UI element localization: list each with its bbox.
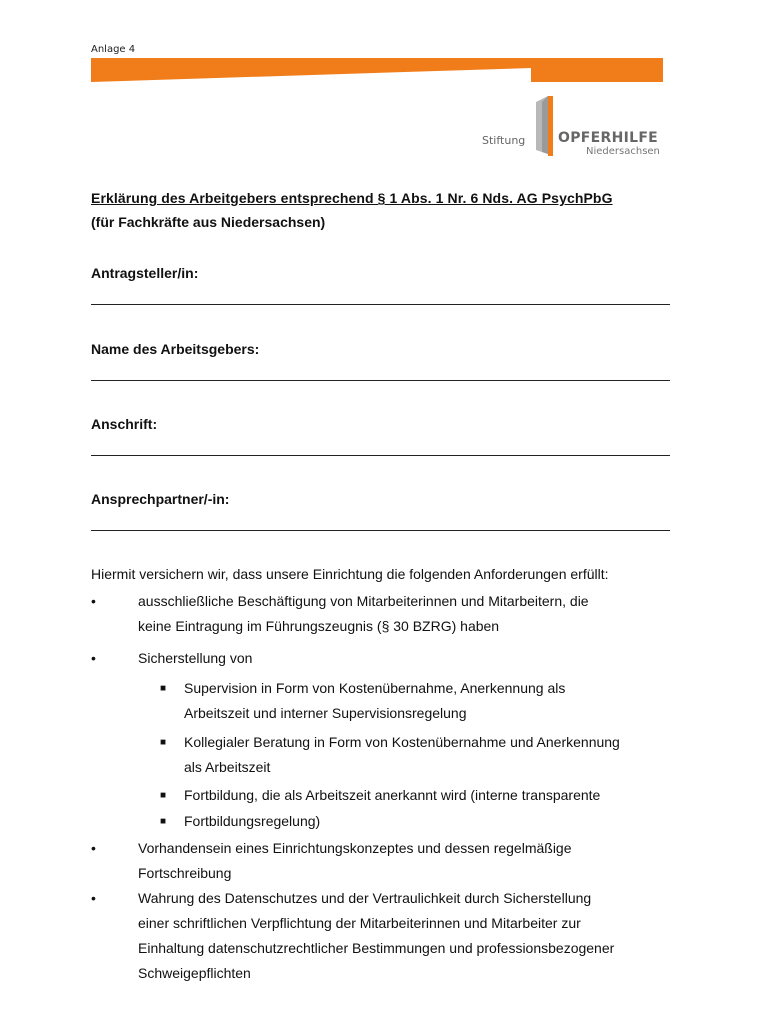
header-accent-bar bbox=[91, 58, 663, 82]
sub-requirement-line: Supervision in Form von Kostenübernahme, Anerkennung als bbox=[184, 680, 566, 696]
bullet-icon: • bbox=[91, 890, 96, 906]
field-input-line[interactable] bbox=[91, 304, 670, 305]
sub-requirement-line: als Arbeitszeit bbox=[184, 759, 271, 775]
requirement-line: Wahrung des Datenschutzes und der Vertraulichkeit durch Sicherstellung bbox=[138, 890, 592, 906]
sub-bullet-icon: ■ bbox=[160, 683, 167, 694]
sub-requirement-line: Kollegialer Beratung in Form von Kostenübernahme und Anerkennung bbox=[184, 734, 620, 750]
requirement-line: Vorhandensein eines Einrichtungskonzeptes und dessen regelmäßige bbox=[138, 840, 572, 856]
field-label: Antragsteller/in: bbox=[91, 265, 199, 281]
field-input-line[interactable] bbox=[91, 455, 670, 456]
sub-requirement-line: Fortbildungsregelung) bbox=[184, 813, 321, 829]
field-label: Anschrift: bbox=[91, 416, 158, 432]
field-input-line[interactable] bbox=[91, 530, 670, 531]
requirement-line: Sicherstellung von bbox=[138, 650, 253, 666]
bullet-icon: • bbox=[91, 650, 96, 666]
bullet-icon: • bbox=[91, 593, 96, 609]
sub-bullet-icon: ■ bbox=[160, 816, 167, 827]
attachment-label: Anlage 4 bbox=[91, 44, 136, 55]
field-label: Name des Arbeitsgebers: bbox=[91, 341, 260, 357]
bullet-icon: • bbox=[91, 840, 96, 856]
requirement-line: Schweigepflichten bbox=[138, 965, 251, 981]
logo-stiftung-text: Stiftung bbox=[482, 134, 526, 147]
sub-bullet-icon: ■ bbox=[160, 790, 167, 801]
logo-opferhilfe-text: OPFERHILFE bbox=[558, 130, 659, 146]
requirement-line: keine Eintragung im Führungszeugnis (§ 30 BZRG) haben bbox=[138, 618, 500, 634]
document-subtitle: (für Fachkräfte aus Niedersachsen) bbox=[91, 214, 326, 230]
document-title: Erklärung des Arbeitgebers entsprechend § 1 Abs. 1 Nr. 6 Nds. AG PsychPbG bbox=[91, 190, 613, 206]
logo-niedersachsen-text: Niedersachsen bbox=[586, 146, 660, 157]
foundation-logo bbox=[482, 96, 672, 160]
sub-bullet-icon: ■ bbox=[160, 737, 167, 748]
requirement-line: Einhaltung datenschutzrechtlicher Bestimmungen und professionsbezogener bbox=[138, 940, 615, 956]
door-logo-icon bbox=[534, 96, 556, 156]
field-label: Ansprechpartner/-in: bbox=[91, 491, 230, 507]
requirement-line: Fortschreibung bbox=[138, 865, 232, 881]
requirement-line: einer schriftlichen Verpflichtung der Mitarbeiterinnen und Mitarbeiter zur bbox=[138, 915, 581, 931]
intro-text: Hiermit versichern wir, dass unsere Einrichtung die folgenden Anforderungen erfüllt: bbox=[91, 566, 609, 582]
sub-requirement-line: Fortbildung, die als Arbeitszeit anerkannt wird (interne transparente bbox=[184, 787, 601, 803]
sub-requirement-line: Arbeitszeit und interner Supervisionsregelung bbox=[184, 705, 467, 721]
field-input-line[interactable] bbox=[91, 380, 670, 381]
requirement-line: ausschließliche Beschäftigung von Mitarbeiterinnen und Mitarbeitern, die bbox=[138, 593, 589, 609]
